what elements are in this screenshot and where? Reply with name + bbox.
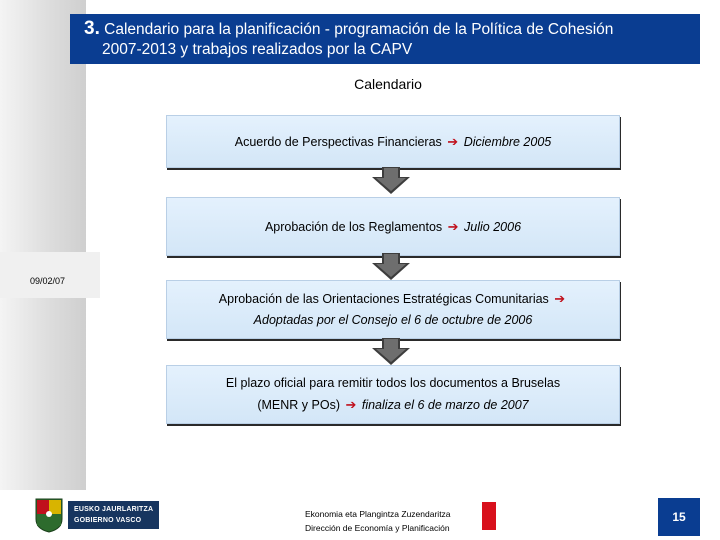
- step-4-result: finaliza el 6 de marzo de 2007: [361, 398, 529, 412]
- step-1-result: Diciembre 2005: [463, 134, 552, 149]
- page-number: 15: [658, 498, 700, 536]
- step-3-text: Aprobación de las Orientaciones Estratégicas Comunitarias: [218, 292, 549, 306]
- date-stamp: 09/02/07: [0, 252, 100, 298]
- step-4-text-line1: El plazo oficial para remitir todos los documentos a Bruselas: [225, 376, 561, 390]
- down-arrow-icon: [372, 167, 412, 195]
- step-box-2: [166, 197, 620, 256]
- right-arrow-icon: ➔: [345, 397, 357, 412]
- right-arrow-icon: ➔: [447, 133, 459, 149]
- step-4-line2: [257, 394, 528, 416]
- gobierno-vasco-logo: [34, 496, 174, 534]
- step-box-4: [166, 365, 620, 424]
- step-3-result: Adoptadas por el Consejo el 6 de octubre de 2006: [253, 313, 533, 327]
- footer-red-tab: [482, 502, 496, 530]
- down-arrow-icon: [372, 253, 412, 281]
- step-4-text-line2: (MENR y POs): [257, 398, 340, 412]
- step-2-line: [265, 216, 521, 238]
- footer-department: [305, 507, 451, 535]
- title-line-2: 2007-2013 y trabajos realizados por la CAPV: [102, 41, 413, 58]
- step-box-3: [166, 280, 620, 339]
- logo-line-2: GOBIERNO VASCO: [74, 517, 142, 524]
- footer-dept-eu: Ekonomia eta Plangintza Zuzendaritza: [305, 509, 451, 519]
- step-2-result: Julio 2006: [464, 219, 522, 234]
- logo-line-1: EUSKO JAURLARITZA: [74, 506, 154, 513]
- title-line-1: [84, 19, 700, 40]
- step-1-text: Acuerdo de Perspectivas Financieras: [234, 134, 442, 149]
- right-arrow-icon: ➔: [447, 218, 459, 234]
- footer-dept-es: Dirección de Economía y Planificación: [305, 523, 450, 533]
- step-3-line: [219, 288, 567, 310]
- down-arrow-icon: [372, 338, 412, 366]
- step-2-text: Aprobación de los Reglamentos: [264, 219, 443, 234]
- page-subtitle: Calendario: [354, 76, 422, 92]
- title-text-1: Calendario para la planificación - programación de la Política de Cohesión: [104, 21, 614, 38]
- right-arrow-icon: ➔: [554, 291, 566, 306]
- step-box-1: [166, 115, 620, 168]
- title-bar: [70, 14, 700, 64]
- left-sidebar-bar: [0, 0, 86, 490]
- section-number: 3.: [84, 18, 100, 39]
- logo-wordmark: [68, 501, 159, 529]
- step-1-line: [235, 131, 551, 153]
- coat-of-arms-icon: [34, 497, 64, 533]
